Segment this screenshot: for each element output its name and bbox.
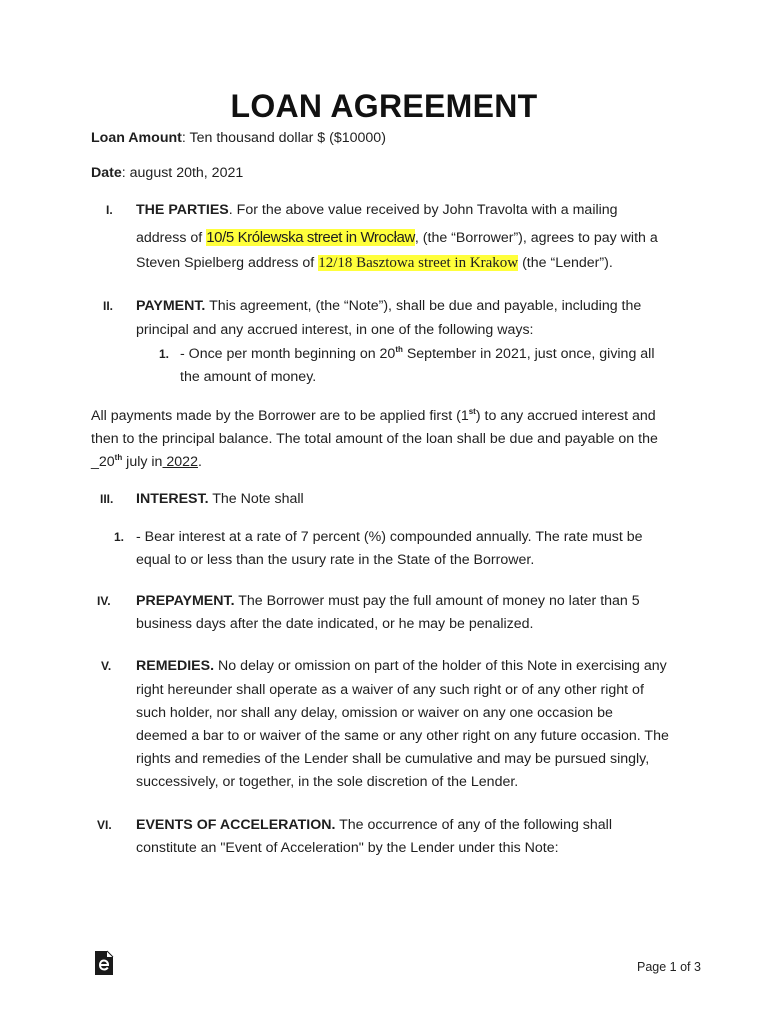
payments-paragraph-line-3: _20th july in 2022. [91, 453, 202, 470]
section-2-heading: PAYMENT. [136, 298, 206, 314]
section-5-line-5: rights and remedies of the Lender shall be cumulative and may be pursued singly, [136, 751, 650, 767]
section-5-line-1: REMEDIES. No delay or omission on part of the holder of this Note in exercising any [136, 658, 667, 674]
date-line [91, 164, 243, 182]
section-4-line-2: business days after the date indicated, or he may be penalized. [136, 616, 534, 632]
section-5-line-2: right hereunder shall operate as a waiver of any such right or of any other right of [136, 682, 644, 698]
section-6-number: VI. [97, 818, 112, 832]
due-year: 2022 [162, 454, 198, 470]
section-5-line-3: such holder, nor shall any delay, omission or waiver on any one occasion be [136, 705, 613, 721]
date-value: : august 20th, 2021 [121, 165, 244, 181]
section-5-line-6: successively, or together, in the sole discretion of the Lender. [136, 774, 519, 790]
section-3-item-number: 1. [114, 530, 125, 544]
section-3-item-line-1: - Bear interest at a rate of 7 percent (%) compounded annually. The rate must be [136, 529, 643, 545]
section-5-heading: REMEDIES. [136, 658, 215, 674]
section-4-number: IV. [97, 594, 111, 608]
section-2-item-number: 1. [159, 347, 170, 361]
section-6-line-2: constitute an "Event of Acceleration" by the Lender under this Note: [136, 840, 559, 856]
section-1-line-1: THE PARTIES. For the above value received by John Travolta with a mailing [136, 202, 618, 218]
section-6-line-1: EVENTS OF ACCELERATION. The occurrence of any of the following shall [136, 817, 612, 833]
section-3-item-line-2: equal to or less than the usury rate in the State of the Borrower. [136, 552, 535, 568]
section-2-line-2: principal and any accrued interest, in one of the following ways: [136, 322, 534, 338]
section-1-heading: THE PARTIES [136, 202, 229, 218]
section-6-heading: EVENTS OF ACCELERATION. [136, 817, 336, 833]
section-4-line-1: PREPAYMENT. The Borrower must pay the full amount of money no later than 5 [136, 593, 640, 609]
section-4-heading: PREPAYMENT. [136, 593, 235, 609]
section-1-line-3: Steven Spielberg address of 12/18 Basztowa street in Krakow (the “Lender”). [136, 255, 613, 271]
section-1-number: I. [106, 203, 113, 217]
section-3-heading: INTEREST. [136, 491, 209, 507]
loan-amount-label: Loan Amount [91, 130, 182, 146]
date-label: Date [91, 165, 122, 181]
section-2-item-line-1: - Once per month beginning on 20th September in 2021, just once, giving all [180, 345, 655, 362]
section-5-number: V. [101, 659, 112, 673]
payments-paragraph-line-2: then to the principal balance. The total amount of the loan shall be due and payable on the [91, 431, 658, 447]
loan-amount-value: : Ten thousand dollar $ ($10000) [181, 130, 386, 146]
section-3-line-1: INTEREST. The Note shall [136, 491, 304, 507]
section-2-item-line-2: the amount of money. [180, 369, 317, 385]
page-number: Page 1 of 3 [637, 960, 701, 974]
section-2-number: II. [103, 299, 114, 313]
loan-amount-line [91, 129, 386, 147]
section-3-number: III. [100, 492, 114, 506]
document-title: LOAN AGREEMENT [230, 88, 538, 124]
section-5-line-4: deemed a bar to or waiver of the same or any other right on any future occasion. The [136, 728, 669, 744]
document-e-logo-icon [93, 949, 115, 977]
lender-address-highlight: 12/18 Basztowa street in Krakow [318, 255, 519, 271]
section-2-line-1: PAYMENT. This agreement, (the “Note”), shall be due and payable, including the [136, 298, 642, 314]
borrower-address-highlight: 10/5 Królewska street in Wrocław [206, 229, 415, 246]
payments-paragraph-line-1: All payments made by the Borrower are to be applied first (1st) to any accrued interest and [91, 407, 656, 424]
section-1-line-2: address of 10/5 Królewska street in Wrocław, (the “Borrower”), agrees to pay with a [136, 229, 658, 246]
